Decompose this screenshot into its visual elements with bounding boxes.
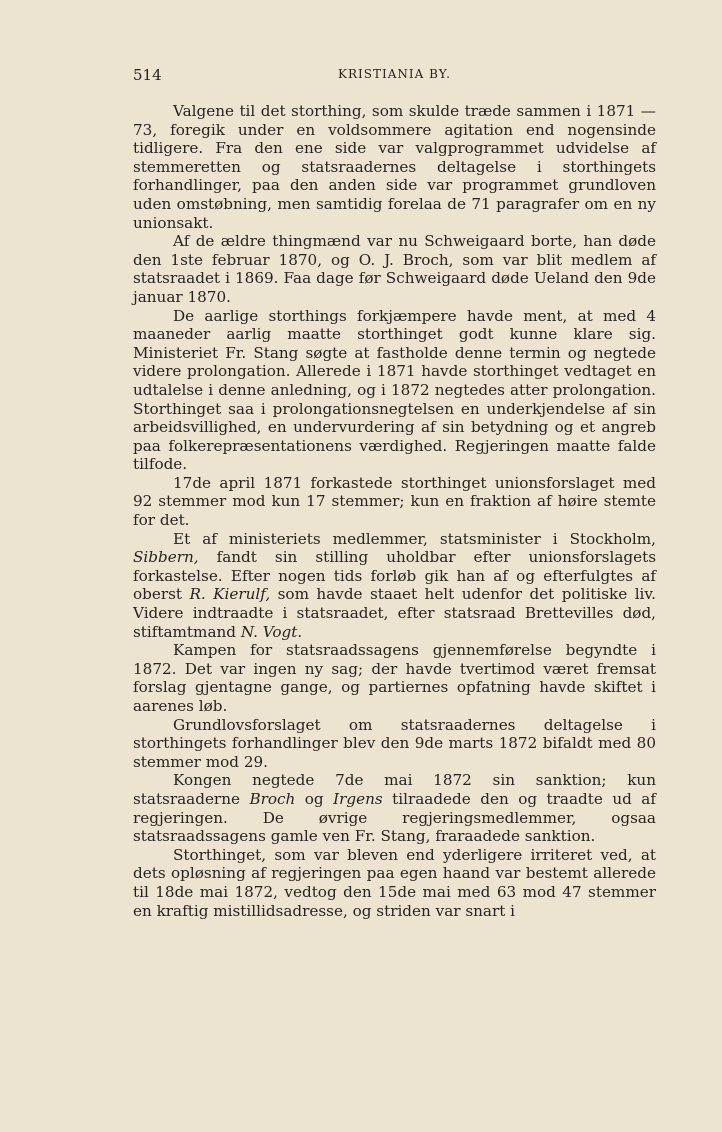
page-header: [133, 62, 656, 88]
book-page: [133, 62, 656, 920]
paragraph: Kampen for statsraadssagens gjennemførelse begyndte i 1872. Det var ingen ny sag; der havde tvertimod været fremsat forslag gjentagne gange, og partiernes opfatning havde skiftet i aarenes løb.: [133, 641, 656, 715]
paragraph: Et af ministeriets medlemmer, statsminister i Stockholm, Sibbern, fandt sin stilling uholdbar efter unionsforslagets forkastelse. Efter nogen tids forløb gik han af og efterfulgtes af oberst R. Kierulf, som havde staaet helt udenfor det politiske liv. Videre indtraadte i statsraadet, efter statsraad Brettevilles død, stiftamtmand N. Vogt.: [133, 529, 657, 641]
paragraph: Kongen negtede 7de mai 1872 sin sanktion; kun statsraaderne Broch og Irgens tilraadede den og traadte ud af regjeringen. De øvrige regjeringsmedlemmer, ogsaa statsraadssagens gamle ven Fr. Stang, fraraadede sanktion.: [133, 771, 656, 846]
italic-name-kierulf: R. Kierulf,: [189, 585, 271, 604]
page-number: 514: [133, 66, 162, 84]
italic-name-broch: Broch: [249, 789, 296, 808]
paragraph: Af de ældre thingmænd var nu Schweigaard borte, han døde den 1ste februar 1870, og O. J. Broch, som var blit medlem af statsraadet i 1869. Faa dage før Schweigaard døde Ueland den 9de januar 1870.: [133, 232, 656, 306]
paragraph: Grundlovsforslaget om statsraadernes deltagelse i storthingets forhandlinger blev den 9de marts 1872 bifaldt med 80 stemmer mod 29.: [133, 715, 656, 771]
italic-name-vogt: N. Vogt.: [240, 622, 303, 641]
paragraph: Valgene til det storthing, som skulde træde sammen i 1871 —73, foregik under en voldsommere agitation end nogensinde tidligere. Fra den ene side var valgprogrammet udvidelse af stemmeretten og statsraadernes deltagelse i storthingets forhandlinger, paa den anden side var programmet grundloven uden omstøbning, men samtidig forelaa de 71 paragrafer om en ny unionsakt.: [133, 102, 656, 232]
italic-name-irgens: Irgens: [333, 789, 383, 808]
body-text: [133, 102, 656, 920]
italic-name-sibbern: Sibbern,: [133, 548, 199, 567]
running-head: KRISTIANIA BY.: [338, 67, 451, 81]
paragraph: Storthinget, som var bleven end yderligere irriteret ved, at dets opløsning af regjeringen paa egen haand var bestemt allerede til 18de mai 1872, vedtog den 15de mai med 63 mod 47 stemmer en kraftig mistillidsadresse, og striden var snart i: [133, 845, 656, 920]
paragraph: 17de april 1871 forkastede storthinget unionsforslaget med 92 stemmer mod kun 17 stemmer; kun en fraktion af høire stemte for det.: [133, 473, 656, 530]
paragraph: De aarlige storthings forkjæmpere havde ment, at med 4 maaneder aarlig maatte storthinget godt kunne klare sig. Ministeriet Fr. Stang søgte at fastholde denne termin og negtede videre prolongation. Allerede i 1871 havde storthinget vedtaget en udtalelse i denne anledning, og i 1872 negtedes atter prolongation. Storthinget saa i prolongationsnegtelsen en underkjendelse af sin arbeidsvillighed, en undervurdering af sin betydning og et angreb paa folkerepræsentationens værdighed. Regjeringen maatte falde tilfode.: [133, 306, 656, 474]
